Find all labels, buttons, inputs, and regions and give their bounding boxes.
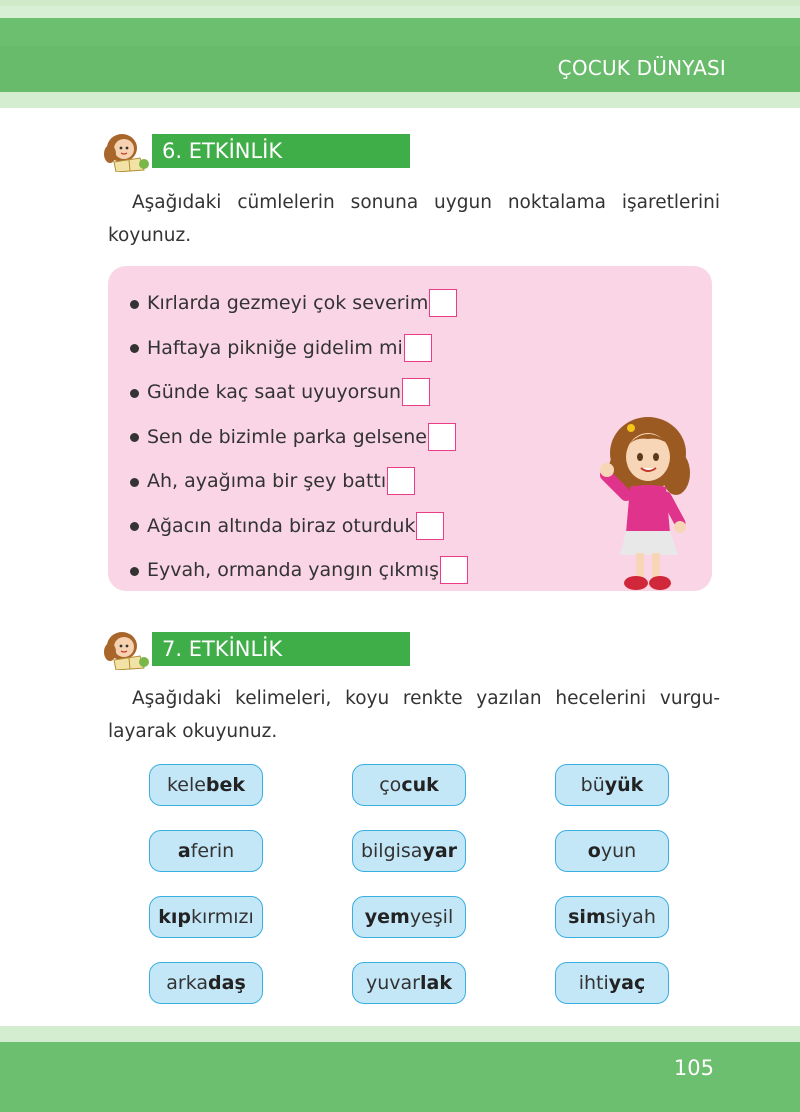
instruction-line: koyunuz.	[108, 225, 192, 246]
answer-box[interactable]	[387, 467, 415, 495]
answer-box[interactable]	[428, 423, 456, 451]
header-stripe	[0, 18, 800, 46]
syllable-stressed: o	[587, 840, 601, 862]
syllable-plain: yun	[600, 840, 637, 862]
bullet-icon	[130, 567, 139, 576]
word-chip	[555, 962, 669, 1004]
activity-6-heading	[100, 128, 315, 168]
syllable-stressed: a	[177, 840, 191, 862]
bullet-icon	[130, 300, 139, 309]
word-chip	[555, 896, 669, 938]
activity-7-heading	[100, 626, 315, 666]
syllable-stressed: yük	[604, 774, 644, 796]
syllable-plain: kele	[166, 774, 206, 796]
answer-box[interactable]	[429, 289, 457, 317]
bullet-icon	[130, 389, 139, 398]
activity-6-label: 6. ETKİNLİK	[152, 134, 410, 168]
syllable-plain: ferin	[190, 840, 235, 862]
word-chip	[149, 764, 263, 806]
syllable-stressed: cuk	[401, 774, 439, 796]
sentence-list	[130, 281, 550, 593]
instruction-line: layarak okuyunuz.	[108, 721, 278, 742]
sentence-text: Eyvah, ormanda yangın çıkmış	[147, 559, 440, 582]
instruction-line: Aşağıdaki cümlelerin sonuna uygun noktalama işaretlerini	[132, 192, 720, 213]
sentence-text: Haftaya pikniğe gidelim mi	[147, 336, 403, 359]
sentence-item	[130, 504, 550, 549]
syllable-plain: yeşil	[409, 906, 454, 928]
bullet-icon	[130, 433, 139, 442]
word-chip	[352, 764, 466, 806]
instruction-line: Aşağıdaki kelimeleri, koyu renkte yazılan hecelerini vurgu-	[132, 688, 720, 709]
book-title: ÇOCUK DÜNYASI	[557, 56, 726, 80]
header-light-stripe	[0, 6, 800, 18]
sentence-item	[130, 281, 550, 326]
syllable-plain: yuvar	[366, 972, 420, 994]
syllable-plain: bilgisa	[360, 840, 423, 862]
syllable-plain: bü	[580, 774, 605, 796]
sentence-item	[130, 370, 550, 415]
syllable-plain: ço	[379, 774, 402, 796]
syllable-stressed: kıp	[158, 906, 191, 928]
syllable-stressed: daş	[208, 972, 246, 994]
word-chip	[352, 962, 466, 1004]
word-chip	[555, 830, 669, 872]
activity-7-instruction	[108, 682, 720, 748]
syllable-stressed: yar	[422, 840, 458, 862]
header-bottom-stripe	[0, 92, 800, 108]
activity-7-label: 7. ETKİNLİK	[152, 632, 410, 666]
answer-box[interactable]	[402, 378, 430, 406]
syllable-stressed: bek	[205, 774, 246, 796]
word-chip	[149, 830, 263, 872]
sentence-text: Sen de bizimle parka gelsene	[147, 425, 427, 448]
waving-girl-illustration	[600, 415, 692, 593]
word-chip	[352, 896, 466, 938]
word-chip	[149, 896, 263, 938]
word-chip	[149, 962, 263, 1004]
sentence-text: Ah, ayağıma bir şey battı	[147, 470, 387, 493]
answer-box[interactable]	[416, 512, 444, 540]
sentence-text: Günde kaç saat uyuyorsun	[147, 381, 402, 404]
answer-box[interactable]	[440, 556, 468, 584]
word-chip	[352, 830, 466, 872]
reading-girl-icon	[100, 626, 162, 670]
sentence-text: Kırlarda gezmeyi çok severim	[147, 292, 429, 315]
sentence-item	[130, 326, 550, 371]
syllable-plain: ihti	[578, 972, 609, 994]
answer-box[interactable]	[404, 334, 432, 362]
sentence-item	[130, 548, 550, 593]
syllable-plain: siyah	[605, 906, 656, 928]
sentence-item	[130, 415, 550, 460]
sentence-text: Ağacın altında biraz oturduk	[147, 514, 416, 537]
footer-light-stripe	[0, 1026, 800, 1042]
reading-girl-icon	[100, 128, 162, 172]
syllable-stressed: sim	[568, 906, 606, 928]
bullet-icon	[130, 344, 139, 353]
syllable-stressed: lak	[420, 972, 452, 994]
bullet-icon	[130, 478, 139, 487]
page-number: 105	[673, 1056, 714, 1080]
bullet-icon	[130, 522, 139, 531]
word-chip	[555, 764, 669, 806]
syllable-plain: arka	[166, 972, 209, 994]
syllable-stressed: yem	[364, 906, 410, 928]
syllable-stressed: yaç	[608, 972, 646, 994]
activity-6-instruction	[108, 186, 720, 252]
syllable-plain: kırmızı	[190, 906, 254, 928]
sentence-item	[130, 459, 550, 504]
